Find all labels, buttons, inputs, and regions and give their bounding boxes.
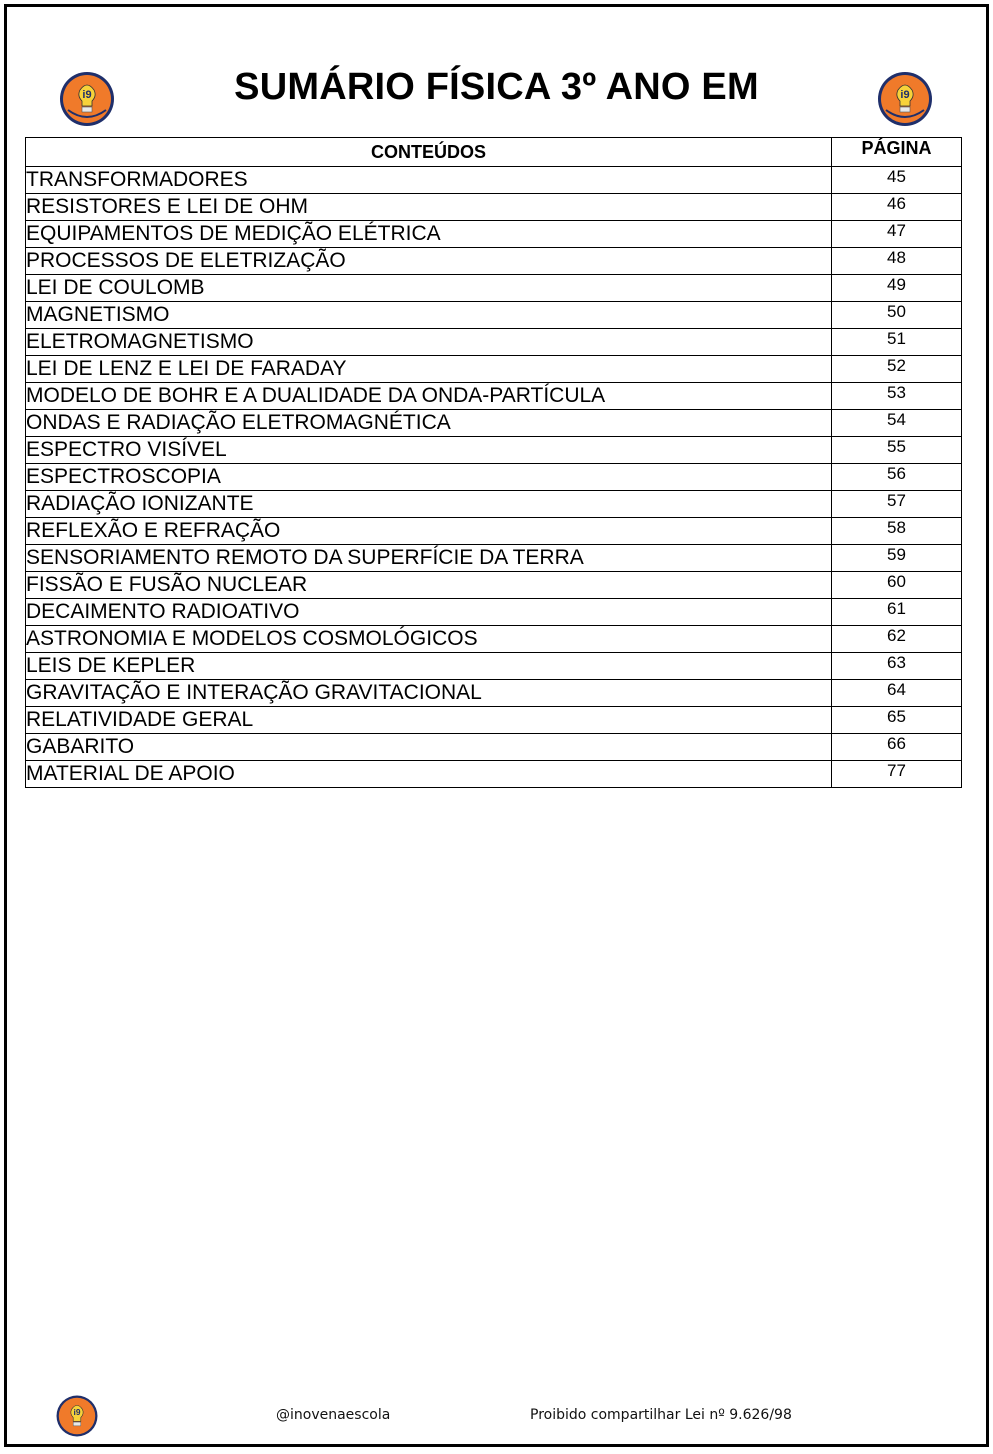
row-page: 65 [832,707,962,734]
row-content: LEI DE COULOMB [26,275,832,302]
row-page: 64 [832,680,962,707]
header-contents: CONTEÚDOS [26,138,832,167]
row-content: MATERIAL DE APOIO [26,761,832,788]
table-row [26,599,962,626]
row-page: 66 [832,734,962,761]
row-page: 61 [832,599,962,626]
row-content: TRANSFORMADORES [26,167,832,194]
row-page: 57 [832,491,962,518]
footer-notice: Proibido compartilhar Lei nº 9.626/98 [530,1407,792,1423]
row-content: RADIAÇÃO IONIZANTE [26,491,832,518]
table-row [26,194,962,221]
table-row [26,464,962,491]
row-content: GABARITO [26,734,832,761]
logo-text: i9 [82,89,92,101]
table-row [26,167,962,194]
row-page: 48 [832,248,962,275]
table-row [26,275,962,302]
footer-handle: @inovenaescola [276,1407,391,1423]
row-content: PROCESSOS DE ELETRIZAÇÃO [26,248,832,275]
table-row [26,761,962,788]
table-row [26,653,962,680]
row-content: ELETROMAGNETISMO [26,329,832,356]
row-page: 56 [832,464,962,491]
row-page: 50 [832,302,962,329]
table-row [26,356,962,383]
row-page: 77 [832,761,962,788]
row-content: ESPECTROSCOPIA [26,464,832,491]
table-row [26,626,962,653]
table-row [26,221,962,248]
table-row [26,437,962,464]
table-row [26,680,962,707]
row-page: 59 [832,545,962,572]
logo-text: i9 [900,89,910,101]
row-content: GRAVITAÇÃO E INTERAÇÃO GRAVITACIONAL [26,680,832,707]
row-page: 60 [832,572,962,599]
row-page: 46 [832,194,962,221]
table-row [26,518,962,545]
row-page: 53 [832,383,962,410]
row-page: 49 [832,275,962,302]
row-content: RESISTORES E LEI DE OHM [26,194,832,221]
table-row [26,734,962,761]
footer-logo-icon [55,1394,99,1438]
contents-table [25,137,962,788]
table-row [26,248,962,275]
logo-text: i9 [73,1407,81,1418]
row-page: 55 [832,437,962,464]
table-row [26,383,962,410]
row-content: EQUIPAMENTOS DE MEDIÇÃO ELÉTRICA [26,221,832,248]
row-content: LEIS DE KEPLER [26,653,832,680]
row-page: 45 [832,167,962,194]
table-row [26,572,962,599]
table-row [26,707,962,734]
row-content: ASTRONOMIA E MODELOS COSMOLÓGICOS [26,626,832,653]
table-row [26,491,962,518]
row-content: ESPECTRO VISÍVEL [26,437,832,464]
table-row [26,329,962,356]
row-page: 52 [832,356,962,383]
row-content: ONDAS E RADIAÇÃO ELETROMAGNÉTICA [26,410,832,437]
page-title: SUMÁRIO FÍSICA 3º ANO EM [234,66,759,108]
row-page: 62 [832,626,962,653]
row-page: 58 [832,518,962,545]
row-page: 47 [832,221,962,248]
table-row [26,410,962,437]
row-content: RELATIVIDADE GERAL [26,707,832,734]
row-content: MAGNETISMO [26,302,832,329]
row-page: 63 [832,653,962,680]
row-content: SENSORIAMENTO REMOTO DA SUPERFÍCIE DA TERRA [26,545,832,572]
table-header-row [26,138,962,167]
row-content: FISSÃO E FUSÃO NUCLEAR [26,572,832,599]
row-page: 51 [832,329,962,356]
table-row [26,302,962,329]
row-content: DECAIMENTO RADIOATIVO [26,599,832,626]
row-content: REFLEXÃO E REFRAÇÃO [26,518,832,545]
table-row [26,545,962,572]
row-page: 54 [832,410,962,437]
row-content: LEI DE LENZ E LEI DE FARADAY [26,356,832,383]
header-page: PÁGINA [832,138,962,167]
row-content: MODELO DE BOHR E A DUALIDADE DA ONDA-PARTÍCULA [26,383,832,410]
